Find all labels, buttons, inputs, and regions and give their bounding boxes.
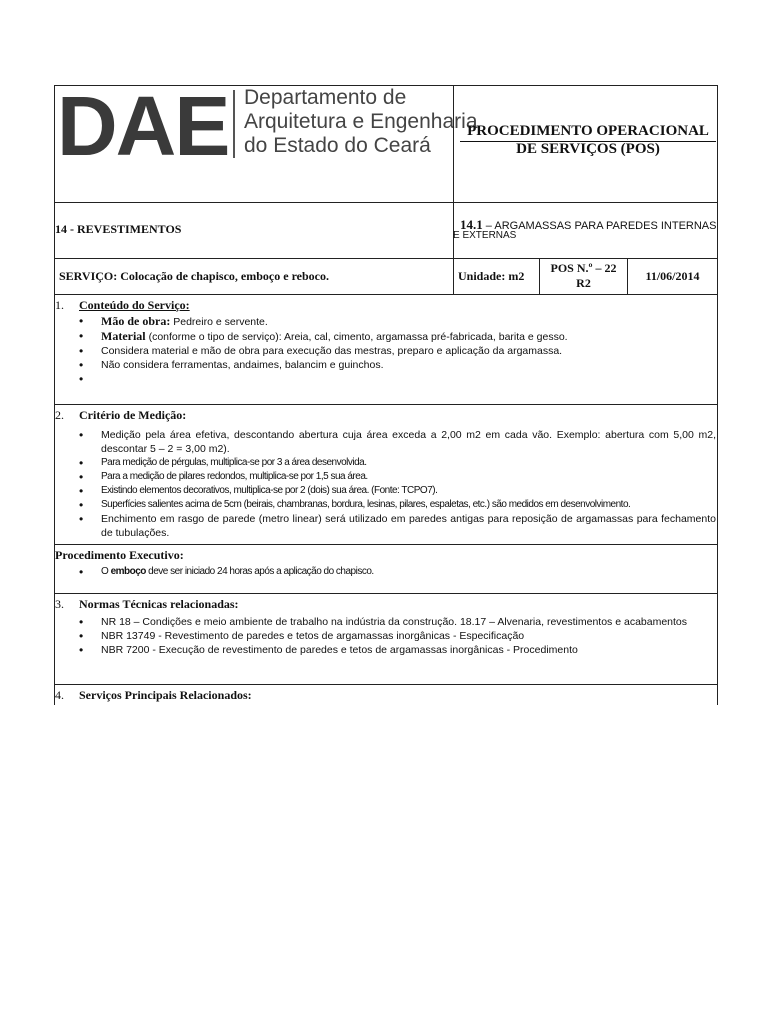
pos-number-a: POS N.º – 22 — [550, 261, 617, 275]
header-row — [54, 79, 718, 203]
item-bold: Material — [101, 329, 146, 343]
item-bold: emboço — [110, 566, 146, 577]
document-date: 11/06/2014 — [645, 269, 700, 283]
content-heading-text: Conteúdo do Serviço: — [79, 298, 190, 312]
standards-section — [54, 594, 718, 685]
title-line-1: PROCEDIMENTO OPERACIONAL — [467, 123, 709, 139]
date-cell — [627, 259, 717, 294]
list-item — [101, 329, 717, 344]
service-row — [54, 259, 718, 295]
subsection-desc-b: E EXTERNAS — [453, 230, 517, 241]
section-name-cell — [55, 203, 453, 258]
related-services-number: 4. — [55, 688, 64, 702]
measurement-heading-text: Critério de Medição: — [79, 408, 187, 422]
standards-number: 3. — [55, 597, 64, 611]
procedure-heading: Procedimento Executivo: — [55, 548, 184, 562]
subsection-code: 14.1 — [460, 217, 483, 232]
list-item: • Enchimento em rasgo de parede (metro linear) será utilizado em paredes antigas para reposição de argamassas para fechamento de tubulações. — [101, 512, 717, 540]
related-services-heading — [55, 688, 717, 704]
document-title-cell — [453, 86, 717, 203]
service-value: Colocação de chapisco, emboço e reboco. — [117, 269, 330, 283]
logo-line-2: Arquitetura e Engenharia — [244, 110, 478, 133]
logo-text — [244, 86, 478, 158]
title-line-2: DE SERVIÇOS (POS) — [516, 141, 660, 157]
logo-mark: DAE — [57, 79, 229, 173]
content-heading — [55, 298, 717, 314]
list-item: • Medição pela área efetiva, descontando abertura cuja área exceda a 2,00 m2 em cada vão. Exemplo: abertura com 5,00 m2, descontar 5 – 2 = 3,00 m2). — [101, 428, 717, 456]
service-text — [59, 269, 329, 284]
list-item: • Superfícies salientes acima de 5cm (beirais, chambranas, bordura, lesinas, pilares, espaletas, etc.) são medidos em desenvolvimento. — [101, 498, 717, 512]
list-item — [101, 565, 717, 579]
list-item: • NBR 13749 - Revestimento de paredes e tetos de argamassas inorgânicas - Especificação — [101, 629, 717, 643]
document-page — [54, 79, 718, 705]
list-item: • NR 18 – Condições e meio ambiente de trabalho na indústria da construção. 18.17 – Alvenaria, revestimentos e acabamentos — [101, 615, 717, 629]
list-item — [101, 314, 717, 329]
list-item: • Para a medição de pilares redondos, multiplica-se por 1,5 sua área. — [101, 470, 717, 484]
title-underline — [460, 141, 716, 142]
measurement-number: 2. — [55, 408, 64, 422]
item-text: deve ser iniciado 24 horas após a aplicação do chapisco. — [145, 566, 374, 577]
subsection-desc-a: – ARGAMASSAS PARA PAREDES INTERNAS — [482, 220, 717, 232]
standards-heading-text: Normas Técnicas relacionadas: — [79, 597, 239, 611]
related-services-section — [54, 685, 718, 705]
section-name: 14 - REVESTIMENTOS — [55, 222, 182, 236]
list-item — [101, 344, 717, 358]
pos-number — [540, 261, 627, 291]
list-item — [101, 372, 717, 386]
measurement-list — [55, 428, 717, 540]
logo-line-3: do Estado do Ceará — [244, 134, 431, 157]
subsection-cell — [453, 203, 717, 258]
content-section — [54, 295, 718, 405]
list-item: • Existindo elementos decorativos, multiplica-se por 2 (dois) sua área. (Fonte: TCPO7). — [101, 484, 717, 498]
item-text: Pedreiro e servente. — [170, 316, 268, 328]
content-list — [55, 314, 717, 386]
procedure-section — [54, 545, 718, 594]
list-item: • Para medição de pérgulas, multiplica-se por 3 a área desenvolvida. — [101, 456, 717, 470]
service-cell — [55, 259, 453, 294]
procedure-list — [55, 565, 717, 579]
unit-cell — [453, 259, 539, 294]
item-text: (conforme o tipo de serviço): Areia, cal, cimento, argamassa pré-fabricada, barita e gesso. — [145, 331, 568, 343]
list-item — [101, 358, 717, 372]
document-title — [460, 122, 716, 158]
item-bold: Mão de obra: — [101, 314, 171, 328]
logo-line-1: Departamento de — [244, 86, 407, 109]
item-text: Não considera ferramentas, andaimes, balancim e guinchos. — [101, 359, 384, 371]
list-item: • NBR 7200 - Execução de revestimento de paredes e tetos de argamassas inorgânicas - Procedimento — [101, 643, 717, 657]
logo-divider — [233, 90, 235, 158]
item-text: O — [101, 566, 111, 577]
related-services-heading-text: Serviços Principais Relacionados: — [79, 688, 252, 702]
standards-list — [55, 615, 717, 657]
measurement-heading — [55, 408, 717, 424]
standards-heading — [55, 597, 717, 613]
pos-number-b: R2 — [576, 276, 591, 290]
pos-number-cell — [539, 259, 627, 294]
item-text: Considera material e mão de obra para execução das mestras, preparo e aplicação da argamassa. — [101, 345, 563, 357]
dae-logo — [55, 79, 478, 203]
measurement-section — [54, 405, 718, 545]
unit-text: Unidade: m2 — [458, 269, 525, 283]
section-row — [54, 203, 718, 259]
content-number: 1. — [55, 298, 64, 312]
service-label: SERVIÇO: — [59, 269, 118, 283]
